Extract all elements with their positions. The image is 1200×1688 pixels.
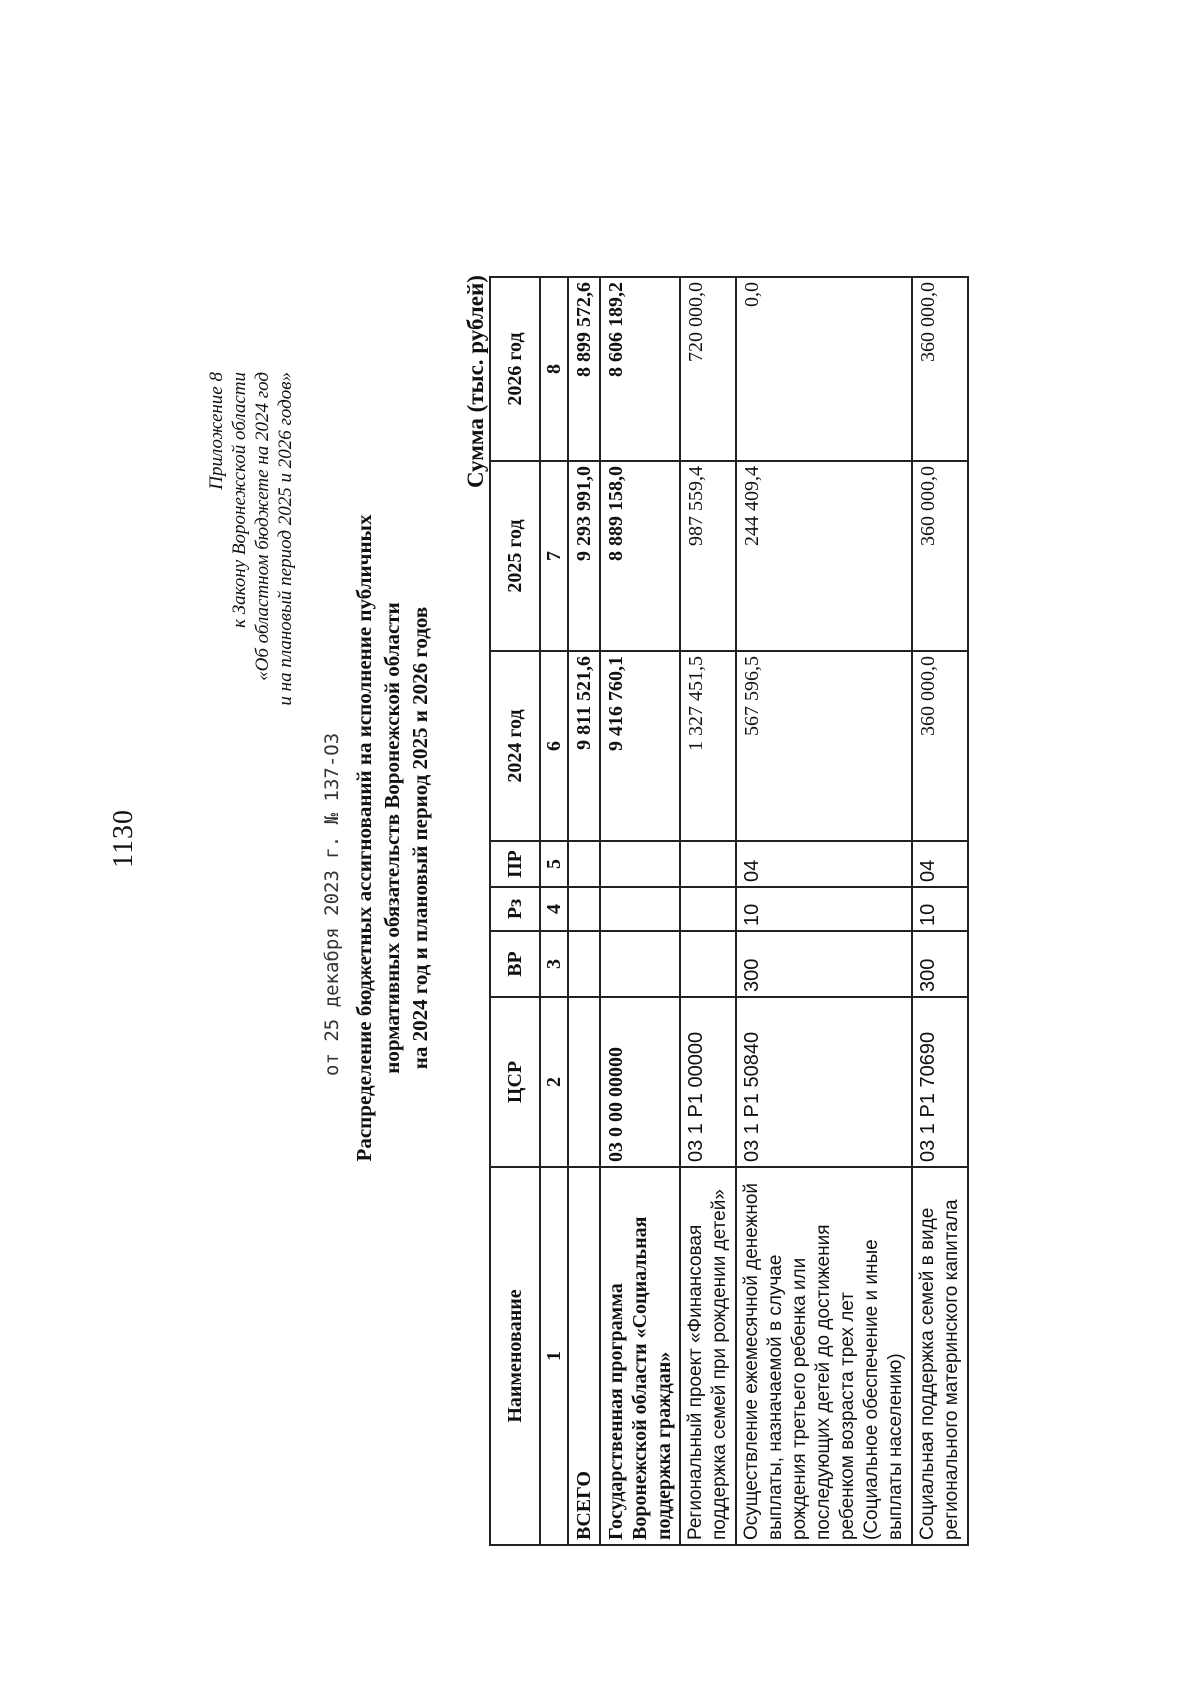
row-amount-2024: 1 327 451,5 <box>680 651 736 841</box>
row-amount-2024: 360 000,0 <box>912 651 968 841</box>
header-vr: ВР <box>490 931 540 997</box>
units-label: Сумма (тыс. рублей) <box>463 275 488 488</box>
row-name: Региональный проект «Финансовая поддержка семей при рождении детей» <box>680 1167 736 1545</box>
row-amount-2025: 244 409,4 <box>736 461 912 651</box>
header-pr: ПР <box>490 841 540 887</box>
column-number: 4 <box>540 887 568 931</box>
row-name: Социальная поддержка семей в виде регионального материнского капитала <box>912 1167 968 1545</box>
row-csr: 03 1 P1 70690 <box>912 997 968 1167</box>
row-pr <box>600 841 680 887</box>
table-row-monthly-payment <box>736 277 912 1545</box>
header-csr: ЦСР <box>490 997 540 1167</box>
row-amount-2026: 360 000,0 <box>912 277 968 461</box>
budget-table <box>489 276 969 1546</box>
row-vr: 300 <box>912 931 968 997</box>
row-amount-2024: 9 416 760,1 <box>600 651 680 841</box>
row-name: Осуществление ежемесячной денежной выплаты, назначаемой в случае рождения третьего ребенка или последующих детей до достижения ребенком возраста трех лет (Социальное обеспечение и иные выплаты населению) <box>736 1167 912 1545</box>
row-amount-2024: 9 811 521,6 <box>568 651 600 841</box>
title-line-1: Распределение бюджетных ассигнований на исполнение публичных <box>352 514 376 1162</box>
column-number-row <box>540 277 568 1545</box>
row-pr <box>680 841 736 887</box>
row-rz <box>680 887 736 931</box>
row-amount-2026: 8 899 572,6 <box>568 277 600 461</box>
row-name: ВСЕГО <box>568 1167 600 1545</box>
header-name: Наименование <box>490 1167 540 1545</box>
row-amount-2025: 987 559,4 <box>680 461 736 651</box>
row-amount-2026: 8 606 189,2 <box>600 277 680 461</box>
table-header-row <box>490 277 540 1545</box>
column-number: 3 <box>540 931 568 997</box>
document-title <box>350 458 434 1218</box>
row-pr: 04 <box>736 841 912 887</box>
table-row-total <box>568 277 600 1545</box>
column-number: 7 <box>540 461 568 651</box>
appendix-line-4: и на плановый период 2025 и 2026 годов» <box>275 372 296 706</box>
row-amount-2025: 9 293 991,0 <box>568 461 600 651</box>
row-amount-2026: 0,0 <box>736 277 912 461</box>
column-number: 5 <box>540 841 568 887</box>
row-amount-2025: 8 889 158,0 <box>600 461 680 651</box>
row-vr <box>600 931 680 997</box>
row-vr <box>680 931 736 997</box>
table-row-program <box>600 277 680 1545</box>
row-rz: 10 <box>912 887 968 931</box>
row-rz <box>600 887 680 931</box>
column-number: 1 <box>540 1167 568 1545</box>
column-number: 8 <box>540 277 568 461</box>
page-number: 1130 <box>108 809 139 868</box>
column-number: 6 <box>540 651 568 841</box>
appendix-line-3: «Об областном бюджете на 2024 год <box>252 372 273 681</box>
header-2025: 2025 год <box>490 461 540 651</box>
row-rz: 10 <box>736 887 912 931</box>
row-name: Государственная программа Воронежской области «Социальная поддержка граждан» <box>600 1167 680 1545</box>
row-vr <box>568 931 600 997</box>
table-row-regional-project <box>680 277 736 1545</box>
row-csr: 03 0 00 00000 <box>600 997 680 1167</box>
appendix-line-2: к Закону Воронежской области <box>229 372 250 628</box>
row-amount-2025: 360 000,0 <box>912 461 968 651</box>
header-rz: Рз <box>490 887 540 931</box>
table-row-maternity-capital <box>912 277 968 1545</box>
header-2026: 2026 год <box>490 277 540 461</box>
row-csr: 03 1 P1 50840 <box>736 997 912 1167</box>
row-amount-2024: 567 596,5 <box>736 651 912 841</box>
title-line-2: нормативных обязательств Воронежской области <box>380 602 404 1074</box>
row-vr: 300 <box>736 931 912 997</box>
appendix-line-1: Приложение 8 <box>206 372 227 490</box>
column-number: 2 <box>540 997 568 1167</box>
row-rz <box>568 887 600 931</box>
header-2024: 2024 год <box>490 651 540 841</box>
law-date-stamp: от 25 декабря 2023 г. № 137-ОЗ <box>321 732 343 1076</box>
row-csr: 03 1 P1 00000 <box>680 997 736 1167</box>
row-pr <box>568 841 600 887</box>
row-csr <box>568 997 600 1167</box>
appendix-reference <box>205 372 297 932</box>
row-pr: 04 <box>912 841 968 887</box>
row-amount-2026: 720 000,0 <box>680 277 736 461</box>
title-line-3: на 2024 год и плановый период 2025 и 2026 годов <box>408 606 432 1070</box>
